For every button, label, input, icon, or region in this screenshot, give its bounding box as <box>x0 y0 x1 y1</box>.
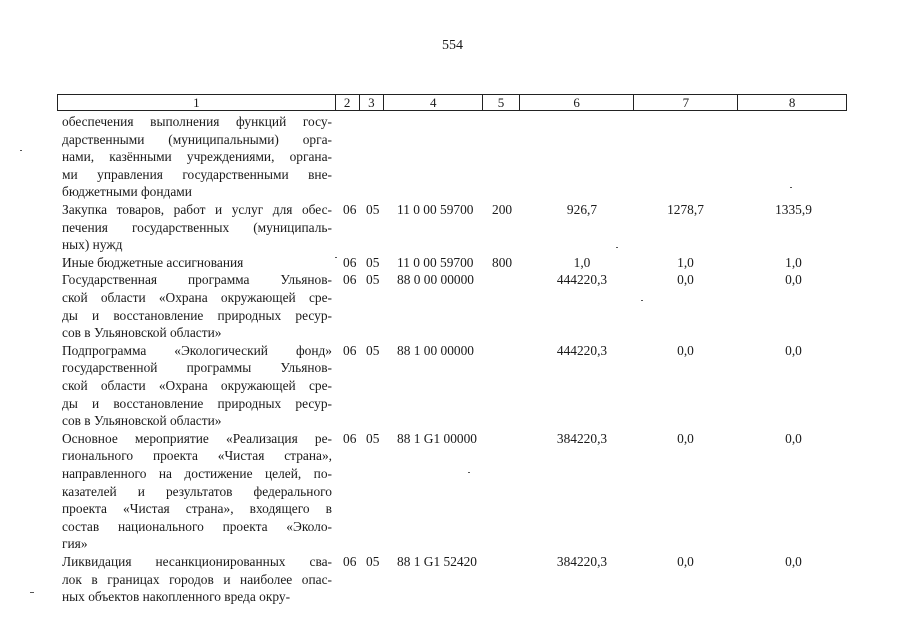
table-row <box>0 430 905 553</box>
cell-c2: 06 <box>343 202 357 217</box>
cell-c2: 06 <box>343 342 357 358</box>
header-col-7: 7 <box>634 95 738 110</box>
header-col-4: 4 <box>384 95 483 110</box>
table-row <box>0 113 905 201</box>
description-line: гия» <box>62 536 88 552</box>
description-line: ных объектов накопленного вреда окру- <box>62 589 291 605</box>
cell-c3: 05 <box>366 430 380 446</box>
description-line: сов в Ульяновской области» <box>62 413 222 429</box>
description-line: Иные бюджетные ассигнования <box>62 254 244 270</box>
cell-c4: 11 0 00 59700 <box>397 254 474 270</box>
cell-c6: 384220,3 <box>556 553 608 569</box>
table-header <box>57 94 847 111</box>
cell-c2: 06 <box>343 272 357 288</box>
header-col-2: 2 <box>336 95 360 110</box>
description-line: казателей и результатов федерального <box>62 483 332 499</box>
row-description <box>62 113 332 201</box>
cell-c7: 0,0 <box>677 272 694 288</box>
description-line: гионального проекта «Чистая страна», <box>62 448 332 464</box>
description-line: сов в Ульяновской области» <box>62 325 222 341</box>
header-col-6: 6 <box>520 95 635 110</box>
cell-c4: 88 1 00 00000 <box>397 342 474 358</box>
row-description <box>62 430 332 553</box>
description-line: ды и восстановление природных ресур- <box>62 307 332 323</box>
cell-c4: 88 0 00 00000 <box>397 272 474 288</box>
description-line: лок в границах городов и наиболее опас- <box>62 571 332 587</box>
row-description <box>62 271 332 341</box>
cell-c4: 88 1 G1 00000 <box>397 430 477 446</box>
cell-c2: 06 <box>343 553 357 569</box>
table-row <box>0 553 905 606</box>
table-row <box>0 342 905 430</box>
description-line: Основное мероприятие «Реализация ре- <box>62 430 332 446</box>
row-description <box>62 254 332 272</box>
cell-c6: 384220,3 <box>556 430 608 446</box>
description-line: Ликвидация несанкционированных сва- <box>62 553 332 569</box>
cell-c2: 06 <box>343 254 357 270</box>
cell-c3: 05 <box>366 254 380 270</box>
description-line: государственной программы Ульянов- <box>62 360 332 376</box>
cell-c7: 0,0 <box>677 553 694 569</box>
description-line: состав национального проекта «Эколо- <box>62 518 332 534</box>
cell-c8: 1335,9 <box>775 202 812 217</box>
header-col-5: 5 <box>483 95 520 110</box>
cell-c5: 800 <box>492 254 513 270</box>
table-row <box>0 201 905 254</box>
page-number: 554 <box>442 38 463 53</box>
row-description <box>62 553 332 606</box>
row-description <box>62 342 332 430</box>
cell-c7: 0,0 <box>677 430 694 446</box>
description-line: ды и восстановление природных ресур- <box>62 395 332 411</box>
cell-c7: 1278,7 <box>667 202 704 217</box>
header-col-3: 3 <box>360 95 385 110</box>
cell-c6: 926,7 <box>566 202 598 217</box>
description-line: Закупка товаров, работ и услуг для обес- <box>62 202 332 217</box>
description-line: проекта «Чистая страна», входящего в <box>62 501 332 517</box>
description-line: нами, казёнными учреждениями, органа- <box>62 149 332 165</box>
cell-c3: 05 <box>366 553 380 569</box>
table-body <box>0 113 905 606</box>
description-line: ных) нужд <box>62 237 123 253</box>
description-line: обеспечения выполнения функций госу- <box>62 114 332 129</box>
description-line: ми управления государственными вне- <box>62 166 332 182</box>
description-line: ской области «Охрана окружающей сре- <box>62 289 332 305</box>
cell-c7: 1,0 <box>677 254 694 270</box>
description-line: Государственная программа Ульянов- <box>62 272 332 288</box>
cell-c8: 0,0 <box>785 272 802 288</box>
table-row <box>0 271 905 341</box>
header-col-1: 1 <box>58 95 336 110</box>
row-description <box>62 201 332 254</box>
cell-c8: 0,0 <box>785 430 802 446</box>
cell-c8: 0,0 <box>785 342 802 358</box>
cell-c4: 88 1 G1 52420 <box>397 553 477 569</box>
description-line: ской области «Охрана окружающей сре- <box>62 377 332 393</box>
cell-c8: 1,0 <box>785 254 802 270</box>
description-line: печения государственных (муниципаль- <box>62 219 332 235</box>
description-line: направленного на достижение целей, по- <box>62 465 332 481</box>
cell-c6: 444220,3 <box>556 342 608 358</box>
cell-c2: 06 <box>343 430 357 446</box>
description-line: бюджетными фондами <box>62 184 192 200</box>
table-row <box>0 254 905 272</box>
cell-c3: 05 <box>366 342 380 358</box>
description-line: Подпрограмма «Экологический фонд» <box>62 342 332 358</box>
cell-c8: 0,0 <box>785 553 802 569</box>
cell-c6: 444220,3 <box>556 272 608 288</box>
cell-c5: 200 <box>492 202 513 217</box>
cell-c4: 11 0 00 59700 <box>397 202 474 217</box>
cell-c3: 05 <box>366 202 380 217</box>
cell-c6: 1,0 <box>573 254 591 270</box>
cell-c7: 0,0 <box>677 342 694 358</box>
header-col-8: 8 <box>788 95 796 110</box>
description-line: дарственными (муниципальными) орга- <box>62 131 332 147</box>
cell-c3: 05 <box>366 272 380 288</box>
